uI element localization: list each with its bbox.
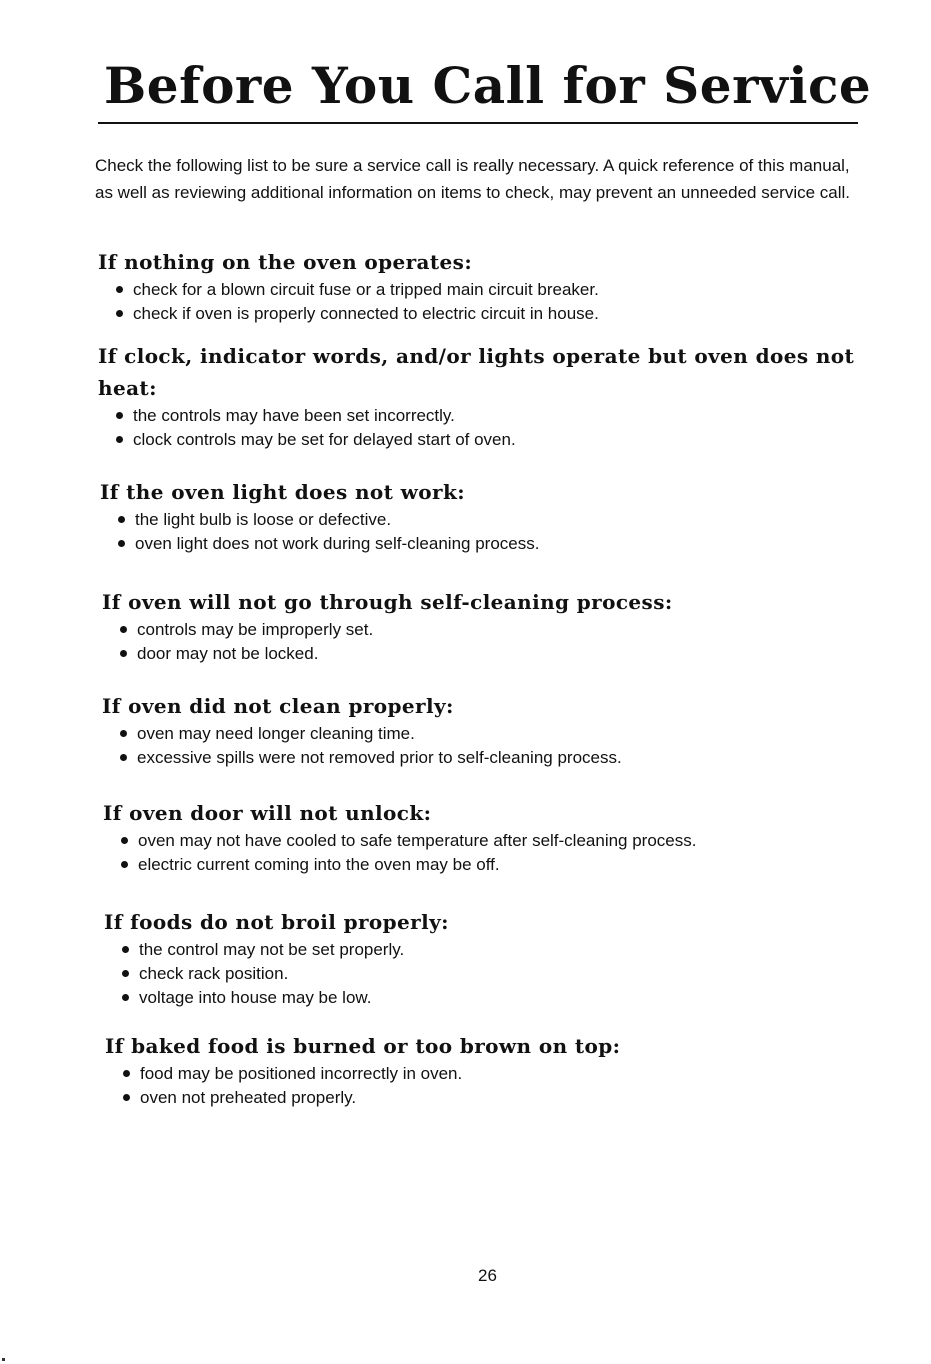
section-door-unlock	[103, 797, 873, 877]
list-item-text: door may not be locked.	[137, 644, 319, 663]
list-item	[116, 404, 868, 428]
section-heading: If oven did not clean properly:	[102, 694, 454, 718]
list-item	[118, 508, 870, 532]
bullet-icon	[123, 1094, 130, 1101]
section-heading: If baked food is burned or too brown on top:	[105, 1034, 621, 1058]
section-heading: If nothing on the oven operates:	[98, 250, 473, 274]
bullet-icon	[118, 516, 125, 523]
bullet-icon	[116, 286, 123, 293]
bullet-icon	[121, 861, 128, 868]
section-did-not-clean	[102, 690, 872, 770]
page-title: Before You Call for Service	[104, 56, 872, 115]
list-item	[123, 1086, 875, 1110]
section-self-cleaning	[102, 586, 872, 666]
bullet-list	[102, 618, 872, 666]
list-item	[122, 986, 874, 1010]
bullet-icon	[122, 994, 129, 1001]
list-item-text: oven light does not work during self-cleaning process.	[135, 534, 540, 553]
list-item	[120, 746, 872, 770]
bullet-icon	[116, 436, 123, 443]
list-item-text: the control may not be set properly.	[139, 940, 405, 959]
list-item	[121, 829, 873, 853]
list-item	[116, 428, 868, 452]
list-item	[121, 853, 873, 877]
section-broil	[104, 906, 874, 1010]
list-item	[120, 642, 872, 666]
bullet-icon	[118, 540, 125, 547]
list-item-text: food may be positioned incorrectly in oven.	[140, 1064, 463, 1083]
bullet-list	[100, 508, 870, 556]
section-baked-food	[105, 1030, 875, 1110]
list-item-text: the controls may have been set incorrectly.	[133, 406, 455, 425]
list-item	[122, 962, 874, 986]
bullet-icon	[116, 310, 123, 317]
section-oven-does-not-heat	[98, 340, 868, 452]
list-item	[116, 278, 868, 302]
list-item	[123, 1062, 875, 1086]
bullet-list	[98, 404, 868, 452]
section-heading: If oven will not go through self-cleaning process:	[102, 590, 673, 614]
page-number: 26	[478, 1266, 497, 1285]
section-heading: If oven door will not unlock:	[103, 801, 432, 825]
section-heading: If foods do not broil properly:	[104, 910, 449, 934]
list-item-text: check if oven is properly connected to electric circuit in house.	[133, 304, 599, 323]
list-item-text: check for a blown circuit fuse or a tripped main circuit breaker.	[133, 280, 599, 299]
section-heading: If the oven light does not work:	[100, 480, 465, 504]
bullet-list	[98, 278, 868, 326]
section-heading: If clock, indicator words, and/or lights operate but oven does not heat:	[98, 344, 855, 400]
list-item	[122, 938, 874, 962]
bullet-icon	[120, 730, 127, 737]
list-item-text: electric current coming into the oven may be off.	[138, 855, 500, 874]
bullet-icon	[121, 837, 128, 844]
scan-mark	[2, 1358, 5, 1361]
list-item-text: oven not preheated properly.	[140, 1088, 357, 1107]
list-item-text: the light bulb is loose or defective.	[135, 510, 392, 529]
bullet-icon	[120, 754, 127, 761]
bullet-icon	[122, 946, 129, 953]
bullet-list	[104, 938, 874, 1010]
list-item-text: oven may not have cooled to safe temperature after self-cleaning process.	[138, 831, 697, 850]
list-item-text: excessive spills were not removed prior to self-cleaning process.	[137, 748, 622, 767]
intro-paragraph: Check the following list to be sure a service call is really necessary. A quick reference of this manual, as well as reviewing additional information on items to check, may prevent an unneeded service call.	[95, 156, 851, 202]
section-oven-light	[100, 476, 870, 556]
bullet-list	[102, 722, 872, 770]
bullet-icon	[116, 412, 123, 419]
bullet-icon	[120, 626, 127, 633]
list-item-text: voltage into house may be low.	[139, 988, 372, 1007]
list-item	[118, 532, 870, 556]
bullet-list	[103, 829, 873, 877]
list-item	[120, 722, 872, 746]
bullet-icon	[122, 970, 129, 977]
section-nothing-operates	[98, 246, 868, 326]
bullet-icon	[123, 1070, 130, 1077]
list-item-text: check rack position.	[139, 964, 289, 983]
list-item-text: oven may need longer cleaning time.	[137, 724, 415, 743]
bullet-icon	[120, 650, 127, 657]
bullet-list	[105, 1062, 875, 1110]
list-item	[120, 618, 872, 642]
list-item	[116, 302, 868, 326]
list-item-text: controls may be improperly set.	[137, 620, 374, 639]
list-item-text: clock controls may be set for delayed start of oven.	[133, 430, 516, 449]
